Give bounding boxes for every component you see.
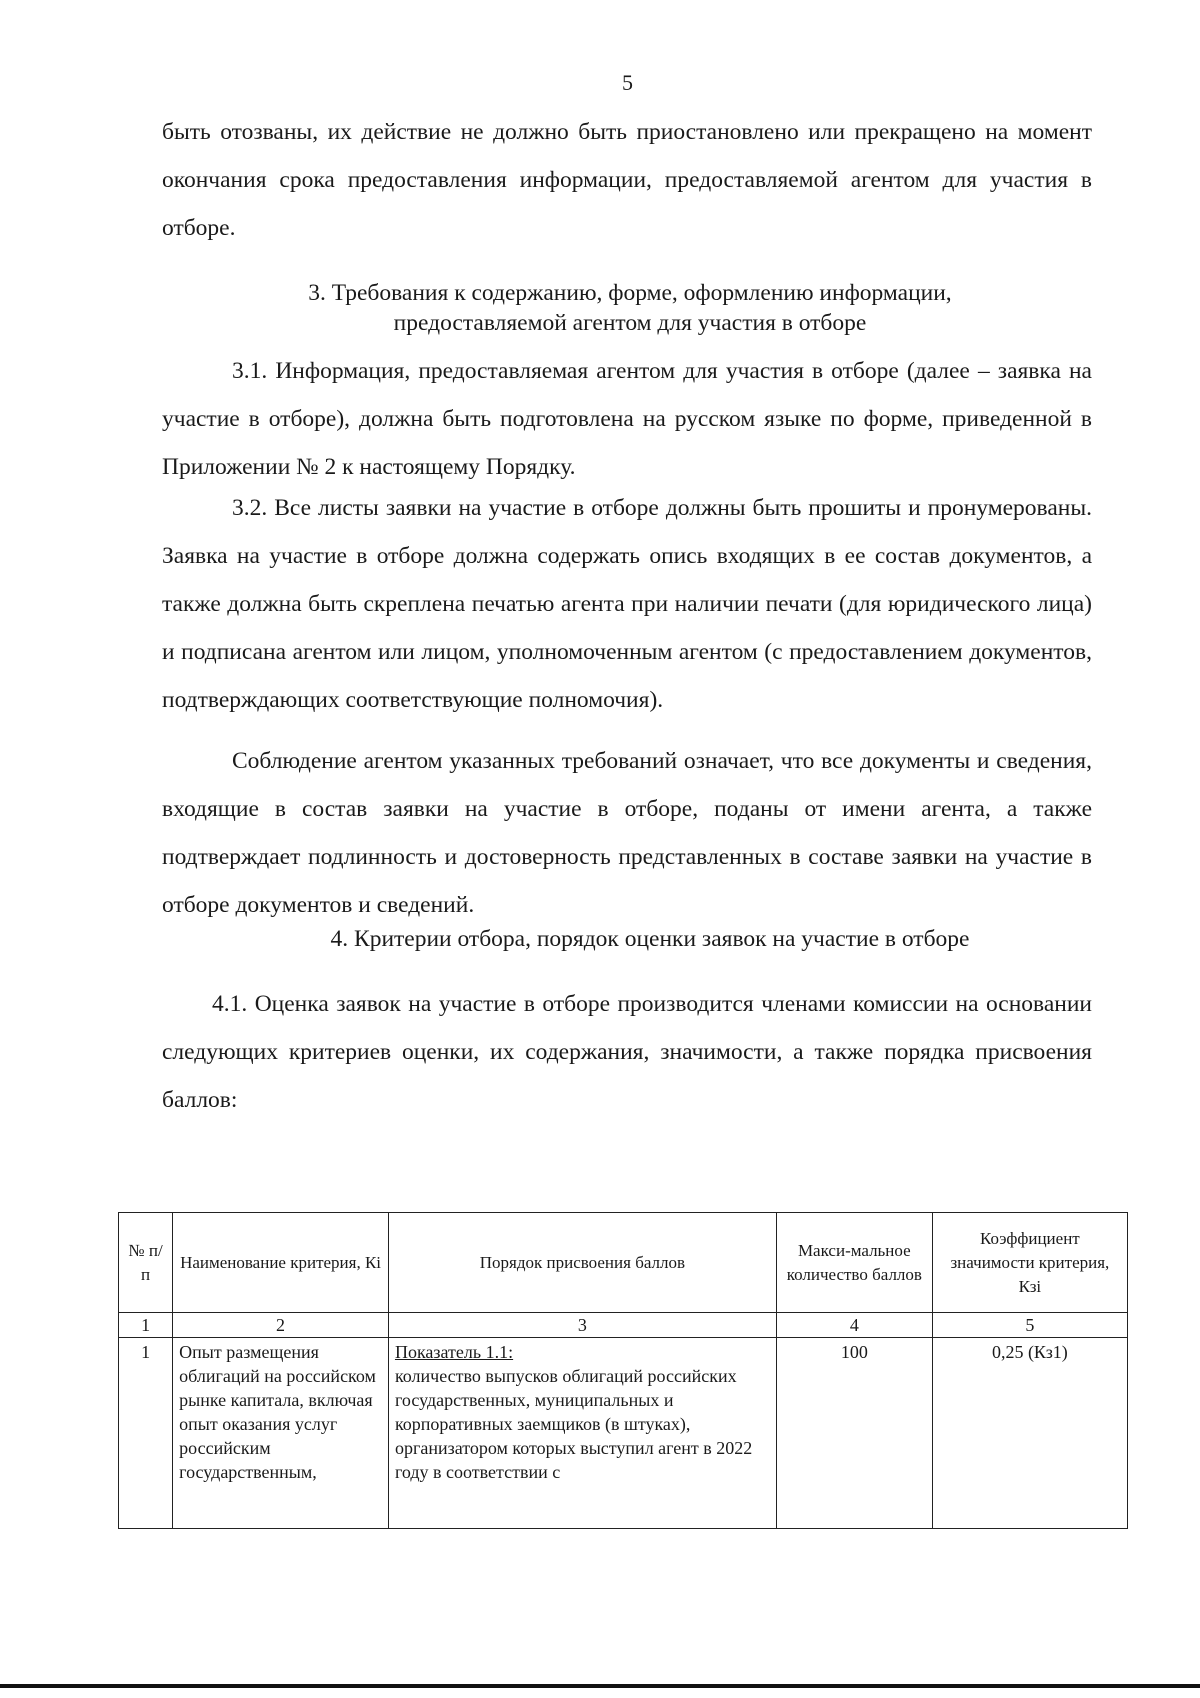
col-number: 5 [932, 1313, 1127, 1338]
header-max: Макси-мальное количество баллов [776, 1213, 932, 1313]
paragraph-3-1: 3.1. Информация, предоставляемая агентом для участия в отборе (далее – заявка на участие в отборе), должна быть подготовлена на русском языке по форме, приведенной в Приложении № 2 к настоящему Порядку. [162, 358, 1092, 480]
column-number-row [119, 1313, 1128, 1338]
section-3-heading-line1: 3. Требования к содержанию, форме, оформлению информации, [308, 280, 952, 306]
bottom-rule [0, 1684, 1200, 1688]
section-3-heading-line2: предоставляемой агентом для участия в отборе [393, 310, 867, 336]
paragraph-4-1: 4.1. Оценка заявок на участие в отборе производится членами комиссии на основании следующих критериев оценки, их содержания, значимости, а также порядка присвоения баллов: [162, 991, 1092, 1113]
col-number: 1 [119, 1313, 173, 1338]
indicator-text: количество выпусков облигаций российских государственных, муниципальных и корпоративных заемщиков (в штуках), организатором которых выступил агент в 2022 году в соответствии с [394, 1366, 753, 1482]
col-number: 4 [776, 1313, 932, 1338]
row-criterion-name: Опыт размещения облигаций на российском рынке капитала, включая опыт оказания услуг российским государственным, [173, 1338, 389, 1529]
col-number: 3 [388, 1313, 776, 1338]
header-order: Порядок присвоения баллов [388, 1213, 776, 1313]
indicator-label: Показатель 1.1: [394, 1342, 514, 1362]
paragraph-compliance: Соблюдение агентом указанных требований означает, что все документы и сведения, входящие в состав заявки на участие в отборе, поданы от имени агента, а также подтверждает подлинность и достоверность представленных в составе заявки на участие в отборе документов и сведений. [162, 748, 1092, 918]
header-coef: Коэффициент значимости критерия, Кзi [932, 1213, 1127, 1313]
section-3-heading [160, 278, 1100, 338]
row-coefficient: 0,25 (Кз1) [932, 1338, 1127, 1529]
paragraph-3-2: 3.2. Все листы заявки на участие в отборе должны быть прошиты и пронумерованы. Заявка на участие в отборе должна содержать опись входящих в ее состав документов, а также должна быть скреплена печатью агента при наличии печати (для юридического лица) и подписана агентом или лицом, уполномоченным агентом (с предоставлением документов, подтверждающих соответствующие полномочия). [162, 495, 1092, 713]
row-order-cell [388, 1338, 776, 1529]
header-name: Наименование критерия, Кi [173, 1213, 389, 1313]
header-num: № п/п [119, 1213, 173, 1313]
row-max-score: 100 [776, 1338, 932, 1529]
page-number: 5 [622, 70, 633, 95]
criteria-table [118, 1212, 1128, 1529]
section-4-heading: 4. Критерии отбора, порядок оценки заявок на участие в отборе [330, 926, 970, 952]
row-num: 1 [119, 1338, 173, 1529]
table-header-row [119, 1213, 1128, 1313]
col-number: 2 [173, 1313, 389, 1338]
paragraph-intro: быть отозваны, их действие не должно быть приостановлено или прекращено на момент окончания срока предоставления информации, предоставляемой агентом для участия в отборе. [162, 119, 1092, 241]
table-row [119, 1338, 1128, 1529]
